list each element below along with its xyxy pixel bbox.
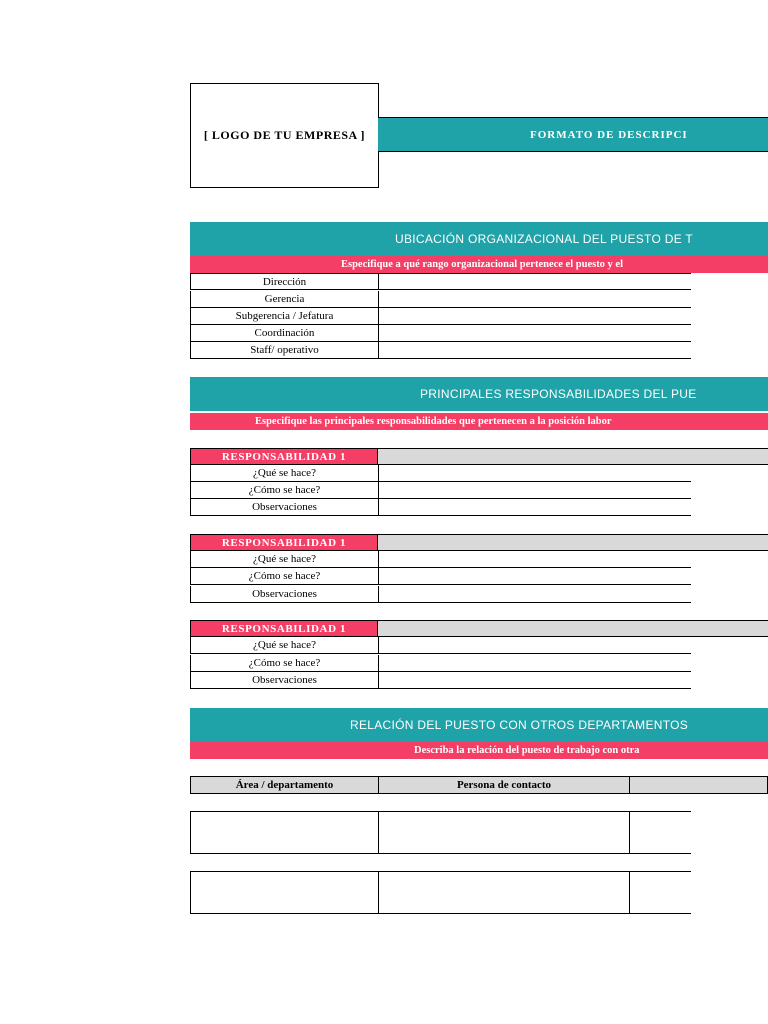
- responsibility-question: ¿Qué se hace?: [190, 465, 378, 482]
- org-level-row[interactable]: [190, 342, 691, 359]
- responsibility-row[interactable]: [190, 672, 691, 689]
- responsibility-answer[interactable]: [378, 551, 691, 568]
- company-logo-placeholder: [ LOGO DE TU EMPRESA ]: [190, 83, 379, 188]
- org-level-value[interactable]: [378, 273, 691, 290]
- responsibility-answer[interactable]: [378, 568, 691, 585]
- responsibility-row[interactable]: [190, 637, 691, 654]
- responsibility-header-fill: [378, 620, 768, 637]
- contact-cell[interactable]: [379, 871, 630, 914]
- org-level-label: Dirección: [190, 273, 378, 290]
- extra-cell[interactable]: [630, 811, 691, 854]
- responsibility-row[interactable]: [190, 482, 691, 499]
- org-level-row[interactable]: [190, 273, 691, 290]
- responsibility-header: [190, 448, 768, 465]
- responsibility-answer[interactable]: [378, 672, 691, 689]
- responsibility-question: ¿Cómo se hace?: [190, 482, 378, 499]
- area-cell[interactable]: [190, 811, 379, 854]
- org-level-value[interactable]: [378, 291, 691, 308]
- org-level-label: Subgerencia / Jefatura: [190, 308, 378, 325]
- rel-table-row[interactable]: [190, 871, 691, 914]
- org-level-label: Staff/ operativo: [190, 342, 378, 359]
- responsibility-header-fill: [378, 448, 768, 465]
- resp-section-instruction: Especifique las principales responsabilidades que pertenecen a la posición labor: [190, 413, 768, 430]
- responsibility-row[interactable]: [190, 655, 691, 672]
- responsibility-label: RESPONSABILIDAD 1: [190, 620, 378, 637]
- org-section-title: UBICACIÓN ORGANIZACIONAL DEL PUESTO DE T: [190, 222, 768, 256]
- form-title: FORMATO DE DESCRIPCI: [378, 117, 768, 152]
- responsibility-label: RESPONSABILIDAD 1: [190, 448, 378, 465]
- responsibility-answer[interactable]: [378, 465, 691, 482]
- responsibility-question: Observaciones: [190, 672, 378, 689]
- extra-cell[interactable]: [630, 871, 691, 914]
- responsibility-question: Observaciones: [190, 586, 378, 603]
- contact-cell[interactable]: [379, 811, 630, 854]
- org-level-value[interactable]: [378, 342, 691, 359]
- responsibility-header: [190, 534, 768, 551]
- column-header-contact: Persona de contacto: [379, 776, 630, 794]
- responsibility-header-fill: [378, 534, 768, 551]
- responsibility-question: Observaciones: [190, 499, 378, 516]
- responsibility-row[interactable]: [190, 551, 691, 568]
- responsibility-question: ¿Cómo se hace?: [190, 568, 378, 585]
- resp-section-title: PRINCIPALES RESPONSABILIDADES DEL PUE: [190, 377, 768, 411]
- responsibility-answer[interactable]: [378, 637, 691, 654]
- responsibility-answer[interactable]: [378, 499, 691, 516]
- responsibility-row[interactable]: [190, 568, 691, 585]
- org-level-value[interactable]: [378, 308, 691, 325]
- responsibility-question: ¿Qué se hace?: [190, 637, 378, 654]
- org-level-row[interactable]: [190, 308, 691, 325]
- responsibility-label: RESPONSABILIDAD 1: [190, 534, 378, 551]
- responsibility-row[interactable]: [190, 586, 691, 603]
- rel-section-title: RELACIÓN DEL PUESTO CON OTROS DEPARTAMENTOS: [190, 708, 768, 742]
- org-level-row[interactable]: [190, 325, 691, 342]
- responsibility-row[interactable]: [190, 499, 691, 516]
- org-level-row[interactable]: [190, 291, 691, 308]
- responsibility-header: [190, 620, 768, 637]
- column-header-area: Área / departamento: [190, 776, 379, 794]
- responsibility-answer[interactable]: [378, 655, 691, 672]
- responsibility-answer[interactable]: [378, 586, 691, 603]
- org-level-value[interactable]: [378, 325, 691, 342]
- area-cell[interactable]: [190, 871, 379, 914]
- responsibility-question: ¿Qué se hace?: [190, 551, 378, 568]
- responsibility-row[interactable]: [190, 465, 691, 482]
- responsibility-answer[interactable]: [378, 482, 691, 499]
- column-header-extra: [630, 776, 768, 794]
- responsibility-question: ¿Cómo se hace?: [190, 655, 378, 672]
- org-level-label: Gerencia: [190, 291, 378, 308]
- org-level-label: Coordinación: [190, 325, 378, 342]
- rel-section-instruction: Describa la relación del puesto de trabajo con otra: [190, 742, 768, 759]
- rel-table-row[interactable]: [190, 811, 691, 854]
- rel-table-header: [190, 776, 768, 794]
- org-section-instruction: Especifique a qué rango organizacional pertenece el puesto y el: [190, 256, 768, 273]
